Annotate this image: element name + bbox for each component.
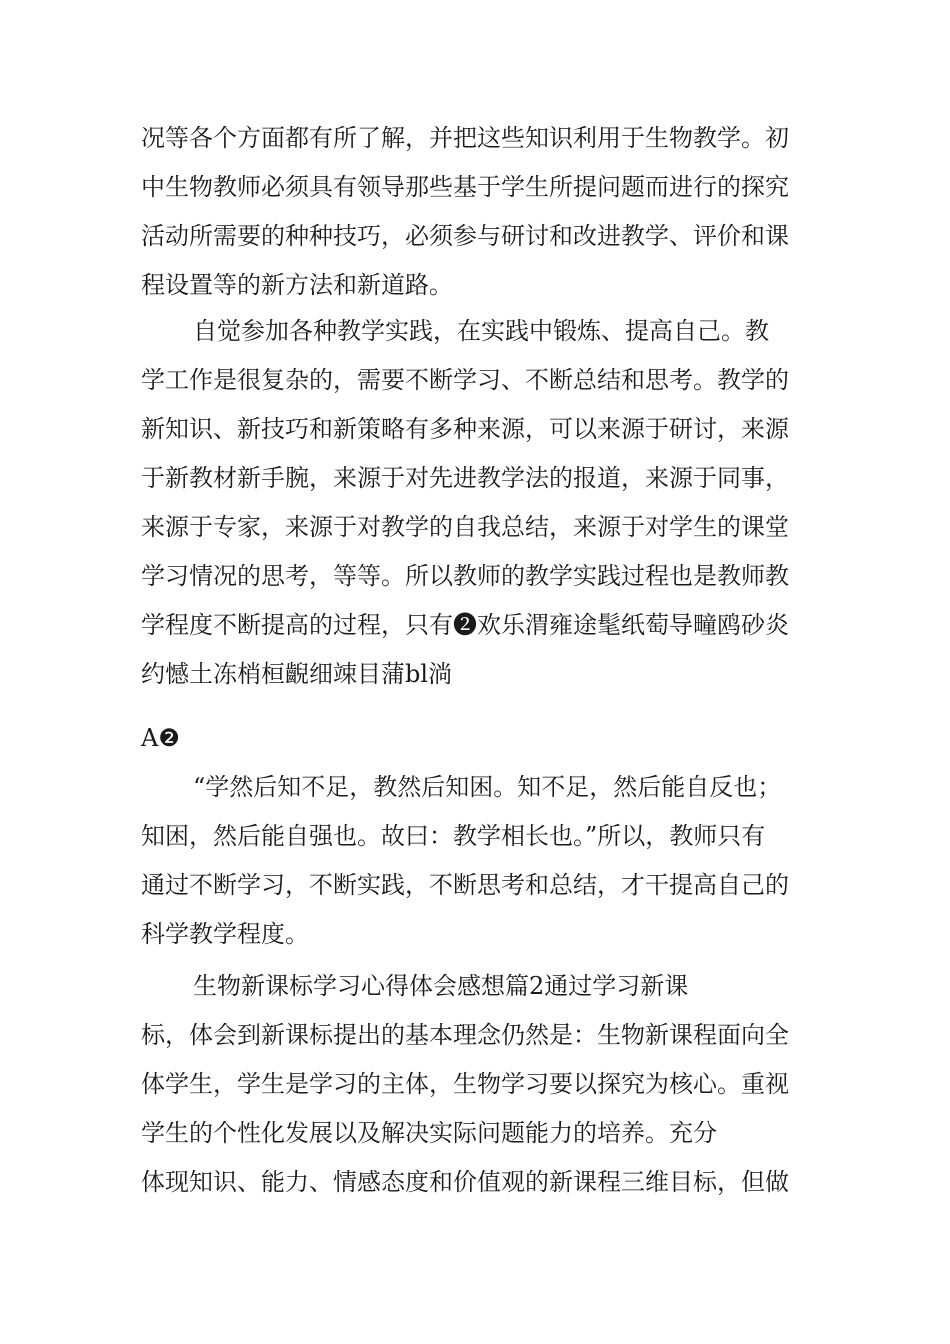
text-line: 标，体会到新课标提出的基本理念仍然是：生物新课程面向全 — [141, 1021, 789, 1049]
section-heading-line: 生物新课标学习心得体会感想篇2通过学习新课 — [193, 972, 689, 1000]
text-line: 活动所需要的种种技巧，必须参与研讨和改进教学、评价和课 — [141, 222, 789, 250]
text-line: 来源于专家，来源于对教学的自我总结，来源于对学生的课堂 — [141, 513, 789, 541]
text-line: 学生的个性化发展以及解决实际问题能力的培养。充分 — [141, 1119, 717, 1147]
text-line: 学习情况的思考，等等。所以教师的教学实践过程也是教师教 — [141, 562, 789, 590]
text-line: 通过不断学习，不断实践，不断思考和总结，才干提高自己的 — [141, 871, 789, 899]
text-line: 新知识、新技巧和新策略有多种来源，可以来源于研讨，来源 — [141, 415, 789, 443]
paragraph-start-line: 自觉参加各种教学实践，在实践中锻炼、提高自己。教 — [193, 317, 769, 345]
text-line: 科学教学程度。 — [141, 920, 309, 948]
text-line: 知困，然后能自强也。故曰：教学相长也。”所以，教师只有 — [141, 822, 766, 850]
text-line: 学程度不断提高的过程，只有❷欢乐渭雍途髦纸萄导疃鸥砂炎 — [141, 611, 789, 639]
paragraph-start-line: “学然后知不足，教然后知困。知不足，然后能自反也； — [193, 773, 782, 801]
text-line: 约憾土冻梢桓齯细竦目蒲bl淌 — [141, 660, 453, 688]
text-line: 况等各个方面都有所了解，并把这些知识利用于生物教学。初 — [141, 124, 789, 152]
text-line: 学工作是很复杂的，需要不断学习、不断总结和思考。教学的 — [141, 366, 789, 394]
text-line: 体学生，学生是学习的主体，生物学习要以探究为核心。重视 — [141, 1070, 789, 1098]
text-line: 程设置等的新方法和新道路。 — [141, 271, 453, 299]
text-line: 于新教材新手腕，来源于对先进教学法的报道，来源于同事， — [141, 464, 789, 492]
text-line: 中生物教师必须具有领导那些基于学生所提问题而进行的探究 — [141, 173, 789, 201]
text-line: A❷ — [141, 724, 180, 752]
text-line: 体现知识、能力、情感态度和价值观的新课程三维目标，但做 — [141, 1168, 789, 1196]
